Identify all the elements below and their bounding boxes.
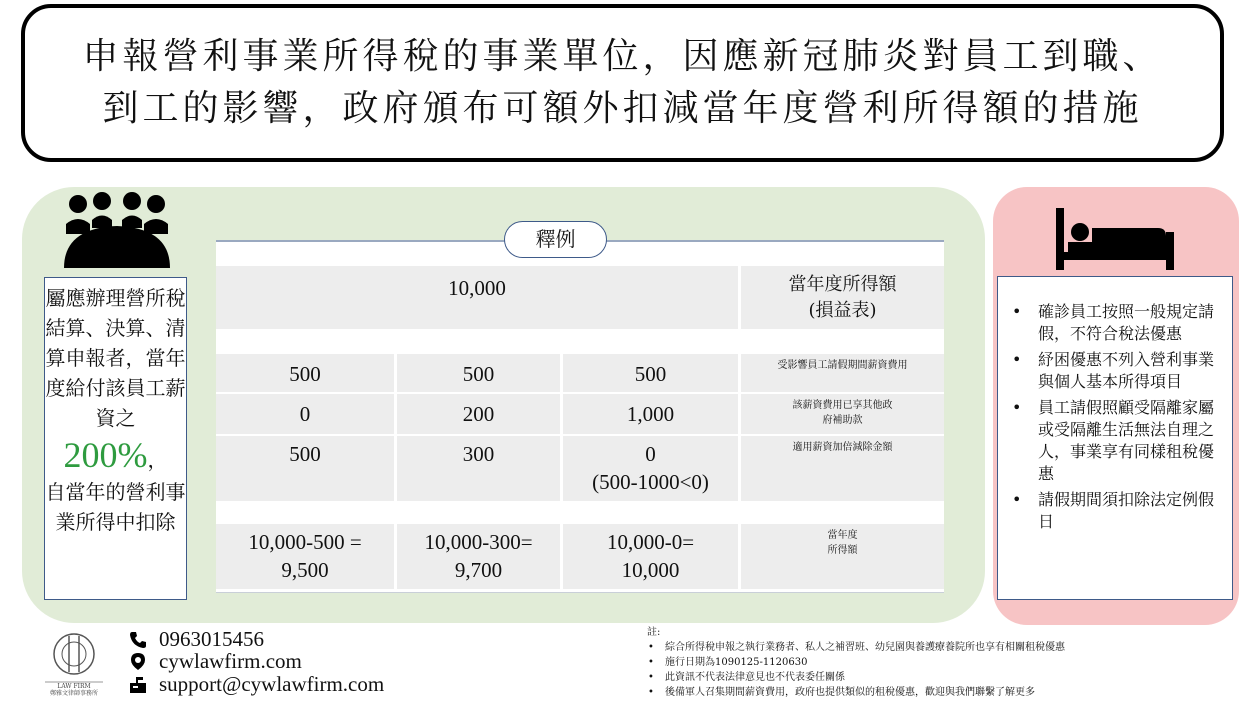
- table-cell: 1,000: [563, 394, 738, 434]
- phone-icon: [128, 630, 148, 650]
- website-link[interactable]: cywlawfirm.com: [159, 649, 302, 673]
- list-item: • 確診員工按照一般規定請假，不符合稅法優惠: [1008, 301, 1218, 345]
- eligibility-text-top: 屬應辦理營所稅結算、決算、清算申報者，當年度給付該員工薪資之: [45, 286, 186, 430]
- list-item: • 此資訊不代表法律意見也不代表委任關係: [647, 670, 1247, 685]
- list-item: • 施行日期為1090125-1120630: [647, 655, 1247, 670]
- table-cell: 500: [563, 354, 738, 392]
- title-line-1: 申報營利事業所得稅的事業單位，因應新冠肺炎對員工到職、: [82, 36, 1163, 77]
- result-cell: 10,000-500 = 9,500: [216, 524, 394, 589]
- phone-text: 0963015456: [159, 627, 264, 651]
- percent-comma: ，: [147, 448, 168, 472]
- location-pin-icon: [128, 652, 148, 672]
- result-label-cell: 當年度 所得額: [741, 524, 944, 589]
- list-item: • 紓困優惠不列入營利事業與個人基本所得項目: [1008, 349, 1218, 393]
- logo-caption: [38, 683, 110, 697]
- table-cell: 0: [216, 394, 394, 434]
- result-cell: 10,000-0= 10,000: [563, 524, 738, 589]
- example-pill-label: 釋例: [504, 221, 607, 258]
- list-item: • 請假期間須扣除法定例假日: [1008, 489, 1218, 533]
- row-label-cell: 該薪資費用已享其他政府補助款: [741, 394, 944, 434]
- title-box: [21, 4, 1224, 162]
- conditions-box: [997, 276, 1233, 600]
- eligibility-text-bottom: 自當年的營利事業所得中扣除: [45, 480, 186, 534]
- table-cell: 500: [397, 354, 560, 392]
- logo-caption-zh: 鄭雅文律師事務所: [49, 690, 98, 697]
- example-table: [216, 240, 944, 593]
- row-label-cell: 適用薪資加倍減除金額: [741, 436, 944, 501]
- notes-heading: 註:: [647, 627, 661, 638]
- eligibility-box: [44, 277, 187, 600]
- result-cell: 10,000-300= 9,700: [397, 524, 560, 589]
- law-firm-logo: [45, 628, 103, 690]
- table-cell: 300: [397, 436, 560, 501]
- title-line-2: 到工的影響，政府頒布可額外扣減當年度營利所得額的措施: [102, 88, 1143, 129]
- list-item: • 員工請假照顧受隔離家屬或受隔離生活無法自理之人，事業享有同樣租稅優惠: [1008, 397, 1218, 485]
- table-cell: 0 (500-1000<0): [563, 436, 738, 501]
- table-cell: 500: [216, 354, 394, 392]
- table-cell: 500: [216, 436, 394, 501]
- income-label-cell: 當年度所得額 (損益表): [741, 266, 944, 329]
- income-value-cell: 10,000: [216, 266, 738, 329]
- people-group-icon: [62, 190, 172, 270]
- logo-caption-en: LAW FIRM: [57, 683, 91, 690]
- mailbox-icon: [128, 675, 148, 695]
- email-link[interactable]: support@cywlawfirm.com: [159, 672, 385, 696]
- list-item: • 後備軍人召集期間薪資費用，政府也提供類似的租稅優惠，歡迎與我們聯繫了解更多: [647, 685, 1247, 700]
- percent-highlight: 200%: [63, 435, 148, 475]
- bed-icon: [1056, 208, 1174, 270]
- table-cell: 200: [397, 394, 560, 434]
- footnotes: [647, 625, 1247, 700]
- row-label-cell: 受影響員工請假期間薪資費用: [741, 354, 944, 392]
- list-item: • 綜合所得稅申報之執行業務者、私人之補習班、幼兒園與養護療養院所也享有相關租稅優惠: [647, 640, 1247, 655]
